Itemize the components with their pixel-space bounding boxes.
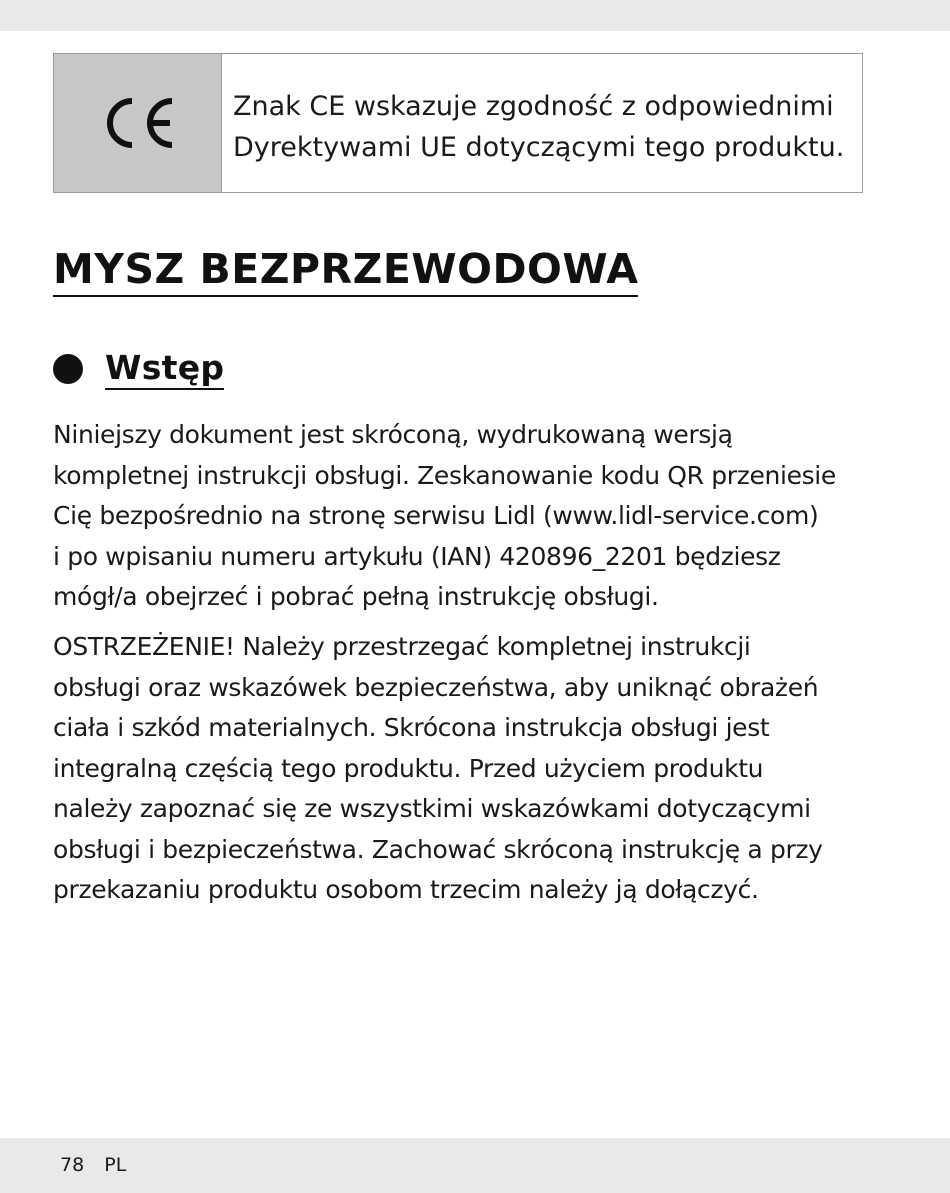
text-line: ciała i szkód materialnych. Skrócona instrukcja obsługi jest <box>53 713 770 742</box>
page-footer <box>0 1138 950 1193</box>
intro-paragraph <box>53 415 836 618</box>
top-margin-band <box>0 0 950 31</box>
text-line: obsługi oraz wskazówek bezpieczeństwa, aby uniknąć obrażeń <box>53 672 819 702</box>
ce-mark-cell <box>54 54 222 192</box>
page-number: 78 <box>60 1154 85 1176</box>
section-heading <box>53 345 224 393</box>
text-line: obsługi i bezpieczeństwa. Zachować skróconą instrukcję a przy <box>53 834 823 864</box>
ce-notice-text <box>222 54 844 192</box>
ce-notice-line: Znak CE wskazuje zgodność z odpowiednimi <box>233 91 834 122</box>
bullet-icon <box>53 354 83 384</box>
text-line: kompletnej instrukcji obsługi. Zeskanowanie kodu QR przeniesie <box>53 460 836 490</box>
text-line: należy zapoznać się ze wszystkimi wskazówkami dotyczącymi <box>53 794 811 823</box>
warning-paragraph <box>53 627 823 911</box>
section-title: Wstęp <box>105 348 224 390</box>
text-line: integralną częścią tego produktu. Przed użyciem produktu <box>53 753 764 783</box>
product-title: MYSZ BEZPRZEWODOWA <box>53 243 638 297</box>
footer-text <box>60 1152 126 1178</box>
ce-mark-icon <box>98 95 178 151</box>
text-line: Niniejszy dokument jest skróconą, wydrukowaną wersją <box>53 420 733 449</box>
text-line: przekazaniu produktu osobom trzecim należy ją dołączyć. <box>53 875 759 904</box>
text-line: i po wpisaniu numeru artykułu (IAN) 420896_2201 będziesz <box>53 541 781 571</box>
text-line: mógł/a obejrzeć i pobrać pełną instrukcję obsługi. <box>53 582 659 611</box>
text-line: OSTRZEŻENIE! Należy przestrzegać kompletnej instrukcji <box>53 632 751 661</box>
language-code: PL <box>104 1154 127 1176</box>
text-line: Cię bezpośrednio na stronę serwisu Lidl (www.lidl-service.com) <box>53 501 819 530</box>
ce-notice-box <box>53 53 863 193</box>
ce-notice-line: Dyrektywami UE dotyczącymi tego produktu. <box>233 132 845 163</box>
